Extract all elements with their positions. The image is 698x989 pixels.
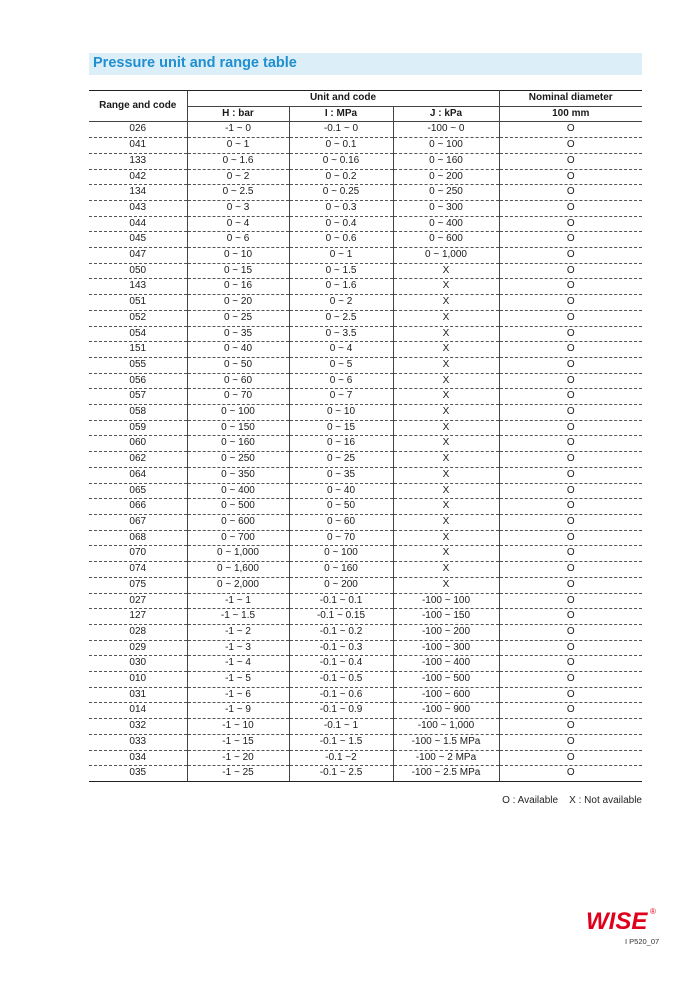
table-row [89, 263, 642, 279]
cell-code: 067 [89, 514, 187, 530]
cell-i-mpa: 0 ~ 2.5 [289, 310, 393, 326]
cell-h-bar: 0 ~ 150 [187, 420, 289, 436]
table-row [89, 169, 642, 185]
cell-h-bar: 0 ~ 400 [187, 483, 289, 499]
cell-nominal-100mm: O [499, 357, 642, 373]
cell-code: 075 [89, 577, 187, 593]
cell-i-mpa: 0 ~ 4 [289, 342, 393, 358]
table-row [89, 295, 642, 311]
cell-j-kpa: X [393, 373, 499, 389]
cell-i-mpa: -0.1 ~ 0.15 [289, 609, 393, 625]
table-row [89, 122, 642, 138]
cell-code: 051 [89, 295, 187, 311]
cell-nominal-100mm: O [499, 546, 642, 562]
cell-nominal-100mm: O [499, 310, 642, 326]
cell-i-mpa: -0.1 ~ 0.5 [289, 672, 393, 688]
cell-code: 055 [89, 357, 187, 373]
cell-code: 143 [89, 279, 187, 295]
table-row [89, 185, 642, 201]
logo-wordmark: WISE [586, 908, 648, 934]
cell-j-kpa: X [393, 295, 499, 311]
table-row [89, 624, 642, 640]
cell-code: 041 [89, 138, 187, 154]
cell-code: 028 [89, 624, 187, 640]
cell-j-kpa: X [393, 499, 499, 515]
cell-i-mpa: 0 ~ 5 [289, 357, 393, 373]
cell-i-mpa: 0 ~ 7 [289, 389, 393, 405]
cell-h-bar: 0 ~ 3 [187, 200, 289, 216]
table-row [89, 703, 642, 719]
cell-code: 044 [89, 216, 187, 232]
cell-code: 064 [89, 467, 187, 483]
cell-h-bar: 0 ~ 6 [187, 232, 289, 248]
cell-j-kpa: -100 ~ 2 MPa [393, 750, 499, 766]
cell-h-bar: -1 ~ 1 [187, 593, 289, 609]
cell-i-mpa: -0.1 ~ 0.6 [289, 687, 393, 703]
cell-code: 066 [89, 499, 187, 515]
cell-code: 134 [89, 185, 187, 201]
cell-code: 065 [89, 483, 187, 499]
cell-j-kpa: -100 ~ 400 [393, 656, 499, 672]
cell-j-kpa: -100 ~ 200 [393, 624, 499, 640]
cell-nominal-100mm: O [499, 514, 642, 530]
cell-i-mpa: -0.1 ~ 0.4 [289, 656, 393, 672]
cell-i-mpa: 0 ~ 3.5 [289, 326, 393, 342]
cell-h-bar: 0 ~ 4 [187, 216, 289, 232]
cell-h-bar: 0 ~ 1 [187, 138, 289, 154]
cell-i-mpa: 0 ~ 0.2 [289, 169, 393, 185]
cell-code: 054 [89, 326, 187, 342]
cell-j-kpa: X [393, 436, 499, 452]
cell-nominal-100mm: O [499, 640, 642, 656]
cell-i-mpa: -0.1 ~ 0.9 [289, 703, 393, 719]
cell-h-bar: 0 ~ 600 [187, 514, 289, 530]
cell-h-bar: -1 ~ 20 [187, 750, 289, 766]
pressure-range-table [89, 90, 642, 782]
cell-i-mpa: 0 ~ 70 [289, 530, 393, 546]
cell-h-bar: -1 ~ 2 [187, 624, 289, 640]
cell-nominal-100mm: O [499, 467, 642, 483]
cell-h-bar: 0 ~ 2.5 [187, 185, 289, 201]
cell-j-kpa: X [393, 326, 499, 342]
cell-nominal-100mm: O [499, 169, 642, 185]
cell-i-mpa: 0 ~ 0.4 [289, 216, 393, 232]
table-row [89, 436, 642, 452]
cell-code: 035 [89, 766, 187, 782]
cell-j-kpa: -100 ~ 0 [393, 122, 499, 138]
cell-nominal-100mm: O [499, 122, 642, 138]
table-row [89, 216, 642, 232]
header-unit-and-code: Unit and code [187, 91, 499, 107]
cell-i-mpa: 0 ~ 10 [289, 405, 393, 421]
cell-nominal-100mm: O [499, 483, 642, 499]
cell-nominal-100mm: O [499, 153, 642, 169]
cell-h-bar: 0 ~ 350 [187, 467, 289, 483]
cell-code: 056 [89, 373, 187, 389]
cell-code: 045 [89, 232, 187, 248]
cell-i-mpa: 0 ~ 160 [289, 562, 393, 578]
cell-code: 043 [89, 200, 187, 216]
cell-i-mpa: 0 ~ 0.6 [289, 232, 393, 248]
cell-i-mpa: -0.1 ~ 0.3 [289, 640, 393, 656]
cell-i-mpa: -0.1 ~2 [289, 750, 393, 766]
header-j-kpa: J : kPa [393, 106, 499, 122]
cell-i-mpa: 0 ~ 16 [289, 436, 393, 452]
cell-j-kpa: -100 ~ 500 [393, 672, 499, 688]
table-row [89, 467, 642, 483]
cell-nominal-100mm: O [499, 279, 642, 295]
cell-j-kpa: 0 ~ 250 [393, 185, 499, 201]
cell-code: 059 [89, 420, 187, 436]
table-row [89, 452, 642, 468]
table-row [89, 546, 642, 562]
cell-nominal-100mm: O [499, 138, 642, 154]
table-row [89, 342, 642, 358]
cell-j-kpa: -100 ~ 1,000 [393, 719, 499, 735]
page-title: Pressure unit and range table [93, 55, 297, 71]
cell-nominal-100mm: O [499, 577, 642, 593]
cell-j-kpa: X [393, 357, 499, 373]
table-row [89, 248, 642, 264]
table-row [89, 687, 642, 703]
table-row [89, 310, 642, 326]
cell-code: 042 [89, 169, 187, 185]
cell-code: 029 [89, 640, 187, 656]
cell-nominal-100mm: O [499, 216, 642, 232]
table-row [89, 326, 642, 342]
cell-j-kpa: X [393, 310, 499, 326]
cell-nominal-100mm: O [499, 232, 642, 248]
cell-i-mpa: -0.1 ~ 0 [289, 122, 393, 138]
cell-h-bar: 0 ~ 700 [187, 530, 289, 546]
cell-i-mpa: 0 ~ 0.25 [289, 185, 393, 201]
cell-i-mpa: 0 ~ 40 [289, 483, 393, 499]
cell-i-mpa: 0 ~ 6 [289, 373, 393, 389]
cell-code: 032 [89, 719, 187, 735]
table-row [89, 200, 642, 216]
cell-nominal-100mm: O [499, 766, 642, 782]
cell-nominal-100mm: O [499, 656, 642, 672]
table-row [89, 138, 642, 154]
cell-j-kpa: -100 ~ 900 [393, 703, 499, 719]
legend-not-available: X : Not available [569, 795, 642, 806]
cell-nominal-100mm: O [499, 373, 642, 389]
cell-h-bar: 0 ~ 1.6 [187, 153, 289, 169]
cell-nominal-100mm: O [499, 405, 642, 421]
cell-code: 060 [89, 436, 187, 452]
cell-code: 057 [89, 389, 187, 405]
cell-j-kpa: 0 ~ 200 [393, 169, 499, 185]
cell-h-bar: 0 ~ 25 [187, 310, 289, 326]
cell-code: 014 [89, 703, 187, 719]
legend-available: O : Available [502, 795, 559, 806]
cell-i-mpa: -0.1 ~ 1.5 [289, 734, 393, 750]
cell-h-bar: 0 ~ 16 [187, 279, 289, 295]
cell-i-mpa: 0 ~ 35 [289, 467, 393, 483]
cell-h-bar: 0 ~ 50 [187, 357, 289, 373]
cell-h-bar: 0 ~ 60 [187, 373, 289, 389]
table-row [89, 734, 642, 750]
cell-nominal-100mm: O [499, 734, 642, 750]
cell-j-kpa: -100 ~ 300 [393, 640, 499, 656]
cell-j-kpa: X [393, 342, 499, 358]
cell-j-kpa: -100 ~ 150 [393, 609, 499, 625]
cell-code: 030 [89, 656, 187, 672]
table-row [89, 672, 642, 688]
cell-nominal-100mm: O [499, 593, 642, 609]
cell-h-bar: -1 ~ 4 [187, 656, 289, 672]
cell-i-mpa: -0.1 ~ 0.1 [289, 593, 393, 609]
cell-h-bar: 0 ~ 35 [187, 326, 289, 342]
cell-j-kpa: X [393, 562, 499, 578]
cell-i-mpa: 0 ~ 1 [289, 248, 393, 264]
table-body [89, 122, 642, 782]
cell-i-mpa: 0 ~ 200 [289, 577, 393, 593]
cell-i-mpa: -0.1 ~ 2.5 [289, 766, 393, 782]
table-row [89, 577, 642, 593]
cell-j-kpa: -100 ~ 2.5 MPa [393, 766, 499, 782]
table-row [89, 499, 642, 515]
cell-i-mpa: 0 ~ 0.16 [289, 153, 393, 169]
header-range-and-code: Range and code [89, 91, 187, 122]
cell-i-mpa: 0 ~ 50 [289, 499, 393, 515]
cell-h-bar: -1 ~ 0 [187, 122, 289, 138]
cell-h-bar: -1 ~ 9 [187, 703, 289, 719]
table-row [89, 593, 642, 609]
cell-code: 151 [89, 342, 187, 358]
cell-h-bar: 0 ~ 1,000 [187, 546, 289, 562]
cell-code: 031 [89, 687, 187, 703]
table-row [89, 420, 642, 436]
cell-j-kpa: X [393, 530, 499, 546]
cell-h-bar: -1 ~ 6 [187, 687, 289, 703]
cell-nominal-100mm: O [499, 248, 642, 264]
cell-j-kpa: 0 ~ 1,000 [393, 248, 499, 264]
header-nominal-diameter: Nominal diameter [499, 91, 642, 107]
cell-nominal-100mm: O [499, 200, 642, 216]
cell-h-bar: -1 ~ 15 [187, 734, 289, 750]
cell-h-bar: -1 ~ 1.5 [187, 609, 289, 625]
cell-nominal-100mm: O [499, 420, 642, 436]
table-row [89, 656, 642, 672]
cell-i-mpa: -0.1 ~ 0.2 [289, 624, 393, 640]
cell-j-kpa: X [393, 577, 499, 593]
cell-h-bar: -1 ~ 3 [187, 640, 289, 656]
table-row [89, 719, 642, 735]
cell-nominal-100mm: O [499, 452, 642, 468]
cell-code: 058 [89, 405, 187, 421]
table-row [89, 389, 642, 405]
table-row [89, 530, 642, 546]
cell-nominal-100mm: O [499, 719, 642, 735]
cell-nominal-100mm: O [499, 672, 642, 688]
cell-i-mpa: 0 ~ 2 [289, 295, 393, 311]
table-row [89, 562, 642, 578]
cell-j-kpa: 0 ~ 160 [393, 153, 499, 169]
table-row [89, 640, 642, 656]
cell-i-mpa: 0 ~ 1.5 [289, 263, 393, 279]
cell-h-bar: 0 ~ 70 [187, 389, 289, 405]
cell-code: 052 [89, 310, 187, 326]
cell-nominal-100mm: O [499, 295, 642, 311]
cell-nominal-100mm: O [499, 436, 642, 452]
cell-i-mpa: 0 ~ 15 [289, 420, 393, 436]
cell-code: 133 [89, 153, 187, 169]
cell-j-kpa: X [393, 389, 499, 405]
cell-nominal-100mm: O [499, 263, 642, 279]
cell-j-kpa: -100 ~ 600 [393, 687, 499, 703]
cell-h-bar: 0 ~ 10 [187, 248, 289, 264]
cell-i-mpa: 0 ~ 0.1 [289, 138, 393, 154]
cell-h-bar: 0 ~ 40 [187, 342, 289, 358]
cell-nominal-100mm: O [499, 609, 642, 625]
cell-code: 026 [89, 122, 187, 138]
cell-code: 062 [89, 452, 187, 468]
cell-j-kpa: 0 ~ 400 [393, 216, 499, 232]
cell-j-kpa: -100 ~ 1.5 MPa [393, 734, 499, 750]
cell-j-kpa: X [393, 420, 499, 436]
cell-j-kpa: 0 ~ 100 [393, 138, 499, 154]
header-i-mpa: I : MPa [289, 106, 393, 122]
cell-h-bar: 0 ~ 20 [187, 295, 289, 311]
cell-h-bar: 0 ~ 250 [187, 452, 289, 468]
cell-code: 034 [89, 750, 187, 766]
cell-j-kpa: X [393, 405, 499, 421]
cell-h-bar: -1 ~ 25 [187, 766, 289, 782]
cell-j-kpa: 0 ~ 600 [393, 232, 499, 248]
title-band [89, 53, 642, 75]
cell-i-mpa: 0 ~ 25 [289, 452, 393, 468]
cell-j-kpa: X [393, 514, 499, 530]
page-code: I P520_07 [625, 937, 660, 946]
cell-h-bar: -1 ~ 5 [187, 672, 289, 688]
header-100mm: 100 mm [499, 106, 642, 122]
cell-code: 074 [89, 562, 187, 578]
cell-j-kpa: X [393, 452, 499, 468]
cell-j-kpa: X [393, 279, 499, 295]
cell-code: 050 [89, 263, 187, 279]
cell-j-kpa: -100 ~ 100 [393, 593, 499, 609]
cell-i-mpa: 0 ~ 0.3 [289, 200, 393, 216]
cell-nominal-100mm: O [499, 562, 642, 578]
table-row [89, 514, 642, 530]
cell-j-kpa: 0 ~ 300 [393, 200, 499, 216]
cell-h-bar: 0 ~ 100 [187, 405, 289, 421]
table-row [89, 405, 642, 421]
cell-nominal-100mm: O [499, 624, 642, 640]
cell-code: 047 [89, 248, 187, 264]
cell-h-bar: -1 ~ 10 [187, 719, 289, 735]
header-h-bar: H : bar [187, 106, 289, 122]
legend [502, 795, 642, 806]
wise-logo [584, 904, 658, 934]
cell-nominal-100mm: O [499, 499, 642, 515]
cell-code: 033 [89, 734, 187, 750]
cell-h-bar: 0 ~ 160 [187, 436, 289, 452]
table-row [89, 153, 642, 169]
cell-j-kpa: X [393, 546, 499, 562]
table-row [89, 750, 642, 766]
cell-h-bar: 0 ~ 1,600 [187, 562, 289, 578]
table-row [89, 279, 642, 295]
cell-nominal-100mm: O [499, 389, 642, 405]
cell-h-bar: 0 ~ 500 [187, 499, 289, 515]
table-row [89, 357, 642, 373]
cell-code: 027 [89, 593, 187, 609]
cell-nominal-100mm: O [499, 703, 642, 719]
cell-h-bar: 0 ~ 2,000 [187, 577, 289, 593]
cell-nominal-100mm: O [499, 342, 642, 358]
header-row-primary [89, 91, 642, 107]
cell-code: 010 [89, 672, 187, 688]
cell-i-mpa: 0 ~ 1.6 [289, 279, 393, 295]
cell-i-mpa: 0 ~ 100 [289, 546, 393, 562]
cell-nominal-100mm: O [499, 326, 642, 342]
cell-i-mpa: 0 ~ 60 [289, 514, 393, 530]
table-row [89, 483, 642, 499]
cell-h-bar: 0 ~ 2 [187, 169, 289, 185]
table-row [89, 766, 642, 782]
cell-nominal-100mm: O [499, 185, 642, 201]
cell-j-kpa: X [393, 263, 499, 279]
cell-code: 070 [89, 546, 187, 562]
table-row [89, 232, 642, 248]
table-row [89, 373, 642, 389]
cell-code: 068 [89, 530, 187, 546]
cell-nominal-100mm: O [499, 750, 642, 766]
cell-j-kpa: X [393, 467, 499, 483]
cell-j-kpa: X [393, 483, 499, 499]
cell-nominal-100mm: O [499, 530, 642, 546]
cell-i-mpa: -0.1 ~ 1 [289, 719, 393, 735]
logo-registered-mark: ® [650, 907, 656, 916]
cell-nominal-100mm: O [499, 687, 642, 703]
cell-h-bar: 0 ~ 15 [187, 263, 289, 279]
table-row [89, 609, 642, 625]
cell-code: 127 [89, 609, 187, 625]
